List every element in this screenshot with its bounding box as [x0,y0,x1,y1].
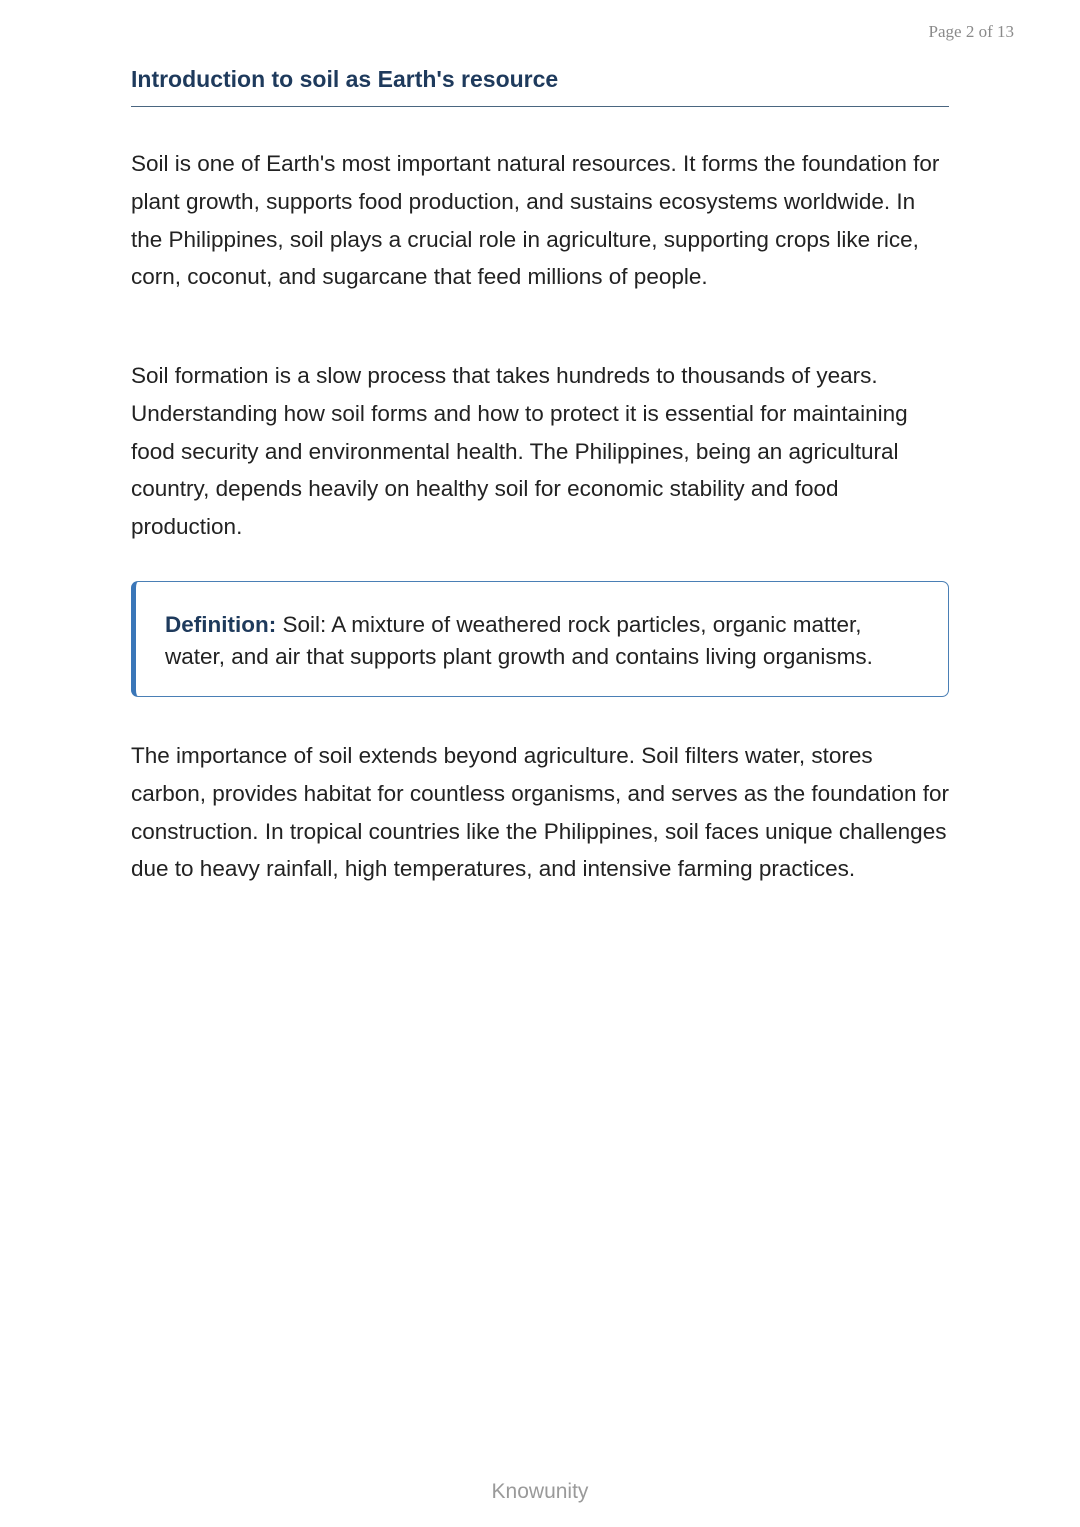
definition-text [165,609,922,672]
paragraph-importance: The importance of soil extends beyond agriculture. Soil filters water, stores carbon, provides habitat for countless organisms, and serves as the foundation for construction. In tropical countries like the Philippines, soil faces unique challenges due to heavy rainfall, high temperatures, and intensive farming practices. [131,743,949,882]
definition-label: Definition: [165,612,277,637]
footer-brand: Knowunity [491,1480,589,1503]
paragraph-formation: Soil formation is a slow process that takes hundreds to thousands of years. Understanding how soil forms and how to protect it is essential for maintaining food security and environmental health. The Philippines, being an agricultural country, depends heavily on healthy soil for economic stability and food production. [131,363,908,540]
title-divider [131,106,949,107]
definition-callout [131,581,949,697]
page-indicator: Page 2 of 13 [928,22,1014,41]
definition-body: Soil: A mixture of weathered rock particles, organic matter, water, and air that supports plant growth and contains living organisms. [165,612,873,669]
section-title: Introduction to soil as Earth's resource [131,66,559,92]
paragraph-intro: Soil is one of Earth's most important natural resources. It forms the foundation for plant growth, supports food production, and sustains ecosystems worldwide. In the Philippines, soil plays a crucial role in agriculture, supporting crops like rice, corn, coconut, and sugarcane that feed millions of people. [131,151,940,290]
